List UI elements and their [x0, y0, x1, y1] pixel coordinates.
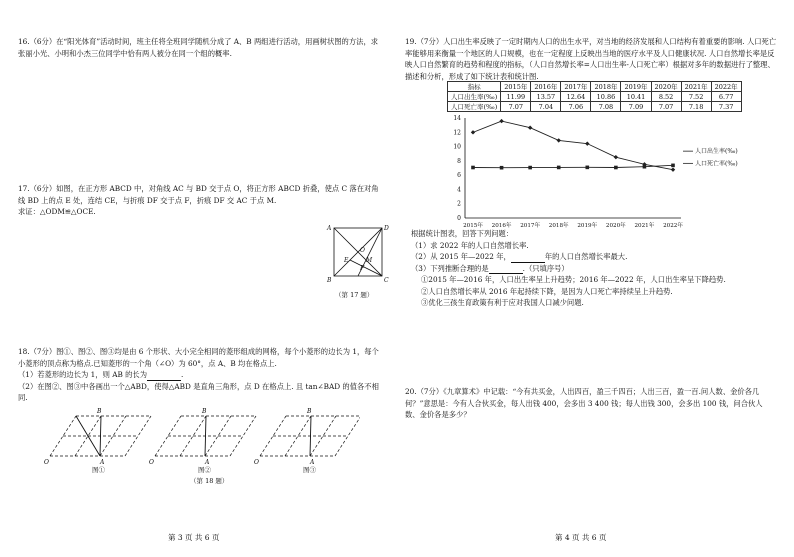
table-year: 2021年: [681, 82, 711, 92]
q19-sub3: [411, 263, 777, 275]
table-year: 2018年: [591, 82, 621, 92]
x-tick-label: 2018年: [548, 223, 569, 229]
data-point: [671, 167, 675, 171]
label-d: D: [384, 225, 389, 232]
q17-text: 17.（6分）如图，在正方形 ABCD 中，对角线 AC 与 BD 交于点 O，将正方形 ABCD 折叠，使点 C 落在对角线 BD 上的点 E 处，连结 CE，与折痕 DF 交于点 F，折痕 DF 交 AC 于点 M.: [18, 184, 379, 205]
data-point: [614, 155, 618, 159]
figure-3: [254, 408, 360, 466]
data-point: [528, 126, 532, 130]
y-tick-label: 6: [457, 172, 461, 180]
table-cell: 12.64: [561, 92, 591, 102]
table-header-label: 指标: [448, 82, 501, 92]
fig2-label-b: B: [202, 408, 207, 415]
label-c: C: [384, 277, 389, 284]
q19-stats-table: [447, 81, 742, 112]
page-4-footer: 第 4 页 共 6 页: [555, 533, 607, 542]
table-cell: 10.86: [591, 92, 621, 102]
table-cell: 7.06: [561, 102, 591, 112]
data-point: [557, 138, 561, 142]
q18-text: 18.（7分）图①、图②、图③均是由 6 个形状、大小完全相同的菱形组成的网格，每个小菱形的边长为 1，每个小菱形的顶点称为格点.已知菱形的一个角（∠O）为 60°，点 A、B 均在格点上.: [18, 347, 379, 368]
q17-caption: （第 17 题）: [335, 291, 374, 299]
q19-line-chart: [437, 110, 777, 232]
x-tick-label: 2022年: [663, 223, 683, 229]
data-point: [585, 166, 589, 170]
q19-option-3: ③优化三孩生育政策有利于应对我国人口减少问题.: [421, 298, 584, 307]
fig2-caption: 图②: [198, 466, 211, 474]
table-cell: 8.52: [651, 92, 681, 102]
fig1-label-b: B: [97, 408, 102, 415]
x-tick-label: 2016年: [491, 223, 512, 229]
fig3-label-b: B: [307, 408, 312, 415]
q17-figure: [322, 222, 392, 290]
table-cell: 10.41: [621, 92, 651, 102]
table-cell: 7.52: [681, 92, 711, 102]
data-point: [528, 166, 532, 170]
y-tick-label: 12: [453, 129, 461, 137]
q18-caption: （第 18 题）: [190, 477, 229, 485]
row-label: 人口死亡率(‰): [448, 102, 501, 112]
q19-sub2: [411, 251, 777, 263]
data-point: [471, 166, 475, 170]
q19-option-2: ②人口自然增长率从 2016 年起持续下降，是因为人口死亡率持续呈上升趋势.: [421, 286, 673, 296]
x-tick-label: 2015年: [463, 223, 483, 229]
q18-sub1: （1）若菱形的边长为 1，则 AB 的长为 .: [18, 370, 184, 379]
fig3-label-a: A: [310, 459, 315, 466]
table-cell: 7.07: [651, 102, 681, 112]
table-cell: 7.37: [711, 102, 741, 112]
table-year: 2022年: [711, 82, 741, 92]
table-year: 2015年: [501, 82, 531, 92]
data-point: [471, 130, 475, 134]
x-tick-label: 2017年: [520, 223, 541, 229]
series-line: [473, 121, 673, 170]
row-label: 人口出生率(‰): [448, 92, 501, 102]
q19-sub2-post: 年的人口自然增长率最大.: [544, 252, 628, 261]
fig1-label-o: O: [44, 459, 49, 466]
table-year: 2016年: [531, 82, 561, 92]
y-tick-label: 8: [457, 157, 461, 165]
y-tick-label: 10: [453, 143, 461, 151]
table-header-row: [448, 82, 742, 92]
label-o: O: [360, 247, 365, 254]
table-cell: 13.57: [531, 92, 561, 102]
fig2-label-a: A: [205, 459, 210, 466]
x-tick-label: 2020年: [605, 223, 626, 229]
q19-sub3-post: .（只填序号）: [522, 263, 569, 273]
table-cell: 7.09: [621, 102, 651, 112]
q18-answer-blank: [147, 372, 181, 381]
q19-text: 19.（7分）人口出生率反映了一定时期内人口的出生水平，对当地的经济发展和人口结构有着重要的影响. 人口死亡率能够用来衡量一个地区的人口规模，也在一定程度上反映出当地的医疗水平及人口健康状况. 人口自然增长率是反映人口自然繁育的趋势和程度的指标，（人口自然增长率=人口出生率-人口死亡率）根据对多年的数据进行了整理、描述和分析，形成了如下统计表和统计图.: [405, 37, 777, 81]
question-17: [18, 183, 380, 218]
data-point: [499, 119, 503, 123]
y-tick-label: 4: [457, 186, 461, 194]
x-tick-label: 2019年: [577, 223, 598, 229]
fig3-caption: 图③: [303, 466, 316, 474]
q16-text: 16.（6分）在“阳光体育”活动时间，班主任将全班同学随机分成了 A、B 两组进行活动，用画树状图的方法，求张丽小光、小明和小杰三位同学中恰有两人被分在同一个组的概率.: [18, 37, 379, 58]
q19-sub2-blank: [511, 254, 545, 263]
table-cell: 6.77: [711, 92, 741, 102]
table-year: 2017年: [561, 82, 591, 92]
label-m: M: [366, 257, 373, 264]
legend-label: 人口死亡率(‰): [695, 160, 738, 168]
q19-intro: 根据统计图表，回答下列问题：: [411, 229, 514, 238]
page-3-footer: 第 3 页 共 6 页: [168, 533, 220, 542]
data-point: [643, 165, 647, 169]
question-20: [405, 386, 777, 421]
table-year: 2019年: [621, 82, 651, 92]
table-cell: 11.99: [501, 92, 531, 102]
table-year: 2020年: [651, 82, 681, 92]
figure-2: [149, 408, 256, 466]
q18-figures: [40, 406, 360, 468]
q19-sub3-blank: [489, 265, 523, 274]
q19-sub2-pre: （2）从 2015 年—2022 年，: [411, 252, 511, 261]
fig3-label-o: O: [254, 459, 259, 466]
q19-sub3-pre: （3）下列推断合理的是: [411, 263, 489, 273]
y-tick-label: 0: [457, 215, 461, 222]
q17-prove: 求证：△ODM≌△OCE.: [18, 207, 96, 216]
fig2-label-o: O: [149, 459, 154, 466]
question-16: [18, 36, 380, 59]
table-cell: 7.18: [681, 102, 711, 112]
fig1-caption: 图①: [92, 466, 105, 474]
figure-1: [44, 408, 151, 466]
x-tick-label: 2021年: [634, 223, 655, 229]
legend-label: 人口出生率(‰): [695, 148, 738, 156]
label-a: A: [327, 225, 332, 232]
data-point: [557, 166, 561, 170]
q18-sub2: （2）在图②、图③中各画出一个△ABD，使得△ABD 是直角三角形，点 D 在格点上. 且 tan∠BAD 的值各不相同.: [18, 381, 379, 402]
question-18: [18, 346, 380, 404]
data-point: [671, 164, 675, 168]
table-cell: 7.08: [591, 102, 621, 112]
label-b: B: [327, 277, 332, 284]
y-tick-label: 2: [457, 200, 461, 208]
label-f: F: [360, 265, 365, 272]
q18-sub1-text: （1）若菱形的边长为 1，则 AB 的长为: [18, 370, 148, 379]
data-point: [500, 166, 504, 170]
question-19: [405, 36, 777, 82]
label-e: E: [344, 257, 349, 264]
data-point: [585, 141, 589, 145]
fig1-label-a: A: [100, 459, 105, 466]
table-cell: 7.04: [531, 102, 561, 112]
q19-option-1: ①2015 年—2016 年，人口出生率呈上升趋势；2016 年—2022 年，人口出生率呈下降趋势.: [421, 275, 726, 284]
data-point: [614, 166, 618, 170]
q19-sub1: （1）求 2022 年的人口自然增长率.: [411, 240, 529, 250]
table-row: [448, 92, 742, 102]
page-4: [397, 0, 794, 557]
y-tick-label: 14: [453, 115, 461, 122]
table-cell: 7.07: [501, 102, 531, 112]
q20-text: 20.（7分）《九章算术》中记载：“今有共买金，人出四百，盈三千四百；人出三百，盈一百.问人数、金价各几何？”意思是：今有人合伙买金，每人出钱 400，会多出 3 400 钱；每人出钱 300，会多出 100 钱，问合伙人数、金价各是多少？: [405, 387, 763, 419]
q19-questions: [411, 228, 777, 309]
